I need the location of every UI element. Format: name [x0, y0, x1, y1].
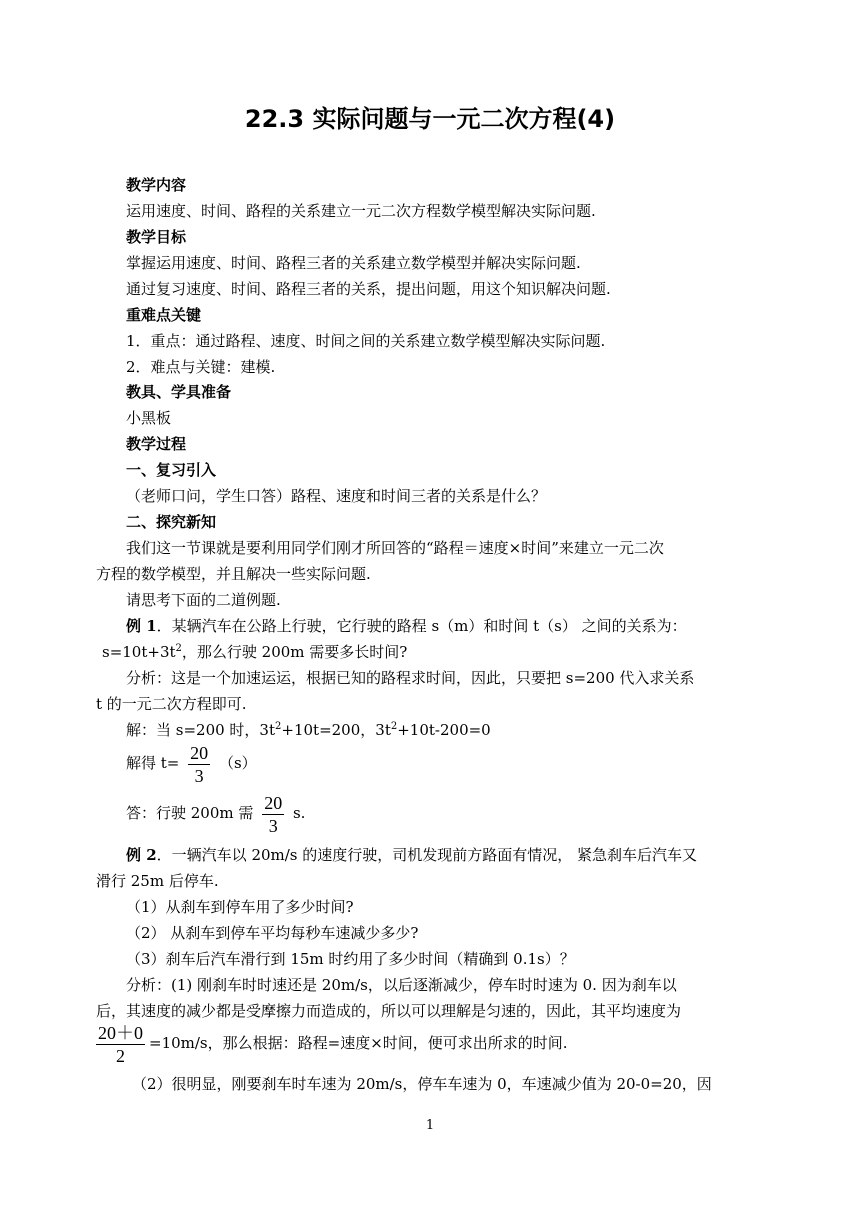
example-2-line-1: 例 2．一辆汽车以 20m/s 的速度行驶，司机发现前方路面有情况， 紧急刹车后汽车又 [126, 846, 698, 864]
solution-line: 解：当 s=200 时，$3t^2+10t=200$，$3t^2+10t-200=0$ [126, 721, 491, 739]
explore-text-1: 我们这一节课就是要利用同学们刚才所回答的“路程＝速度×时间”来建立一元二次 [126, 539, 664, 557]
example-1-line-2: $s=10t+3t^2$，那么行驶 200m 需要多长时间? [102, 643, 408, 661]
example-2-line-2: 滑行 25m 后停车. [96, 872, 219, 890]
explore-text-3: 请思考下面的二道例题. [126, 591, 281, 609]
explore-text-2: 方程的数学模型，并且解决一些实际问题. [96, 565, 371, 583]
teaching-goal-2: 通过复习速度、时间、路程三者的关系，提出问题，用这个知识解决问题. [126, 280, 611, 298]
fraction-20-over-3: $\frac{20}{3}$ [190, 742, 209, 786]
example-1-label: 例 1 [126, 617, 157, 635]
key-point-2: 2．难点与关键：建模. [126, 358, 276, 376]
key-point-1: 1．重点：通过路程、速度、时间之间的关系建立数学模型解决实际问题. [126, 332, 606, 350]
page-title: 22.3 实际问题与一元二次方程(4) [244, 105, 616, 133]
heading-explore: 二、探究新知 [126, 513, 217, 531]
heading-tools: 教具、学具准备 [126, 383, 232, 401]
teaching-goal-1: 掌握运用速度、时间、路程三者的关系建立数学模型并解决实际问题. [126, 254, 581, 272]
question-2: （2） 从刹车到停车平均每秒车速减少多少? [126, 924, 419, 942]
tools-text: 小黑板 [126, 409, 172, 427]
analysis-1-line-1: 分析：这是一个加速运运，根据已知的路程求时间，因此，只要把 s=200 代入求关系 [126, 669, 695, 687]
example-1-line-1: 例 1．某辆汽车在公路上行驶，它行驶的路程 s（m）和时间 t（s） 之间的关系为： [126, 617, 687, 635]
analysis-2-line-2: 后，其速度的减少都是受摩擦力而造成的，所以可以理解是匀速的，因此，其平均速度为 [96, 1002, 682, 1020]
question-3: （3）刹车后汽车滑行到 15m 时约用了多少时间（精确到 0.1s）？ [126, 950, 575, 968]
question-1: （1）从刹车到停车用了多少时间? [126, 898, 354, 916]
example-2-label: 例 2 [126, 846, 157, 864]
fraction-20-over-3-answer: $\frac{20}{3}$ [264, 792, 283, 836]
page-number: 1 [425, 1118, 435, 1133]
result-line: 解得 t= $\frac{20}{3}$ （s） [126, 742, 257, 786]
analysis-2-line-1: 分析：(1) 刚刹车时时速还是 20m/s，以后逐渐减少，停车时时速为 0. 因为刹车以 [126, 976, 677, 994]
heading-teaching-content: 教学内容 [126, 176, 187, 194]
analysis-1-line-2: t 的一元二次方程即可. [96, 695, 247, 713]
heading-teaching-process: 教学过程 [126, 435, 187, 453]
review-text: （老师口问，学生口答）路程、速度和时间三者的关系是什么？ [126, 487, 547, 505]
heading-teaching-goals: 教学目标 [126, 228, 187, 246]
heading-review: 一、复习引入 [126, 461, 217, 479]
analysis-2-line-4: （2）很明显，刚要刹车时车速为 20m/s，停车车速为 0，车速减少值为 20-0=20，因 [132, 1075, 712, 1093]
answer-line: 答：行驶 200m 需 $\frac{20}{3}$ s. [126, 792, 306, 836]
fraction-average-speed: $\frac{20+0}{2}$ [98, 1022, 143, 1066]
analysis-2-line-3: $\frac{20+0}{2}$ =10m/s，那么根据：路程=速度×时间，便可求出所求的时间. [98, 1022, 568, 1066]
teaching-content-text: 运用速度、时间、路程的关系建立一元二次方程数学模型解决实际问题. [126, 202, 596, 220]
heading-key-points: 重难点关键 [126, 306, 202, 324]
